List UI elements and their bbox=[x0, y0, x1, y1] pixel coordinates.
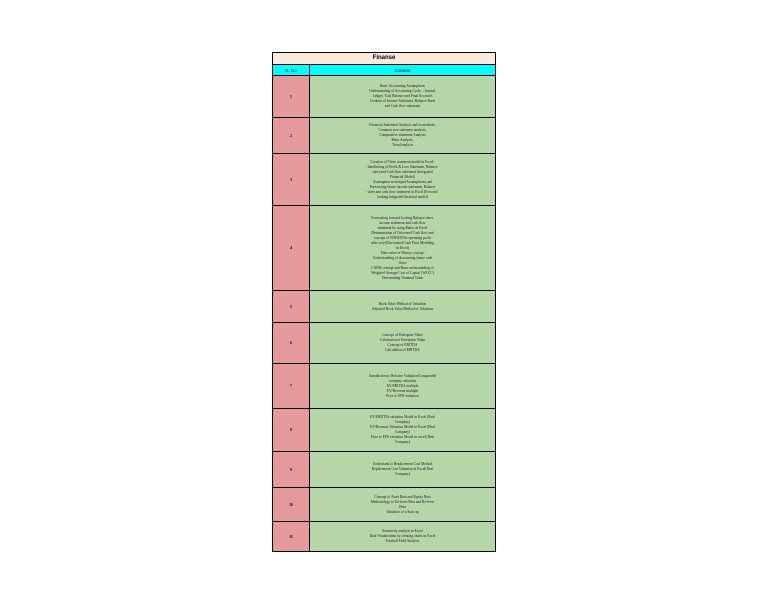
row-content bbox=[310, 364, 495, 408]
row-content bbox=[310, 323, 495, 363]
content-line: EV/EBITDA multiple bbox=[386, 383, 419, 388]
content-line: Forecasting forward looking Balance sheet, bbox=[371, 215, 434, 220]
row-content bbox=[310, 291, 495, 322]
row-number: 9 bbox=[273, 452, 310, 487]
content-line: income statement and cash flow bbox=[379, 220, 426, 225]
content-line: Company) bbox=[394, 472, 411, 476]
content-line: Concept of EBITDA bbox=[387, 343, 418, 347]
table-row bbox=[273, 323, 495, 364]
content-line: Calculation of Enterprise Value bbox=[379, 338, 426, 342]
content-line: Concept of Enterprise Value bbox=[382, 333, 423, 337]
content-line: Determination of Unlevered Cash flow and bbox=[371, 230, 434, 235]
content-line: Calculation of EBITDA bbox=[385, 348, 420, 352]
content-line: Book Value Method of Valuation bbox=[378, 301, 427, 306]
content-line: Price to EPS valuation Model in excel( Real bbox=[370, 435, 435, 439]
content-line: Understand to Replacement Cost Method bbox=[372, 462, 433, 466]
table-row bbox=[273, 206, 495, 291]
content-line: EV/EBITDA valuation Model in Excel (Real bbox=[370, 415, 435, 419]
content-line: Understanding of Accounting Cycle – Journal, bbox=[369, 89, 436, 93]
content-line: Sensitivity analysis in Excel bbox=[382, 529, 423, 533]
row-content bbox=[310, 452, 495, 487]
row-number: 10 bbox=[273, 488, 310, 521]
row-number: 2 bbox=[273, 118, 310, 153]
content-line: Assumption technique(Assumptions) and bbox=[372, 179, 433, 184]
row-content bbox=[310, 118, 495, 153]
content-line: Common size statement analysis, bbox=[378, 128, 427, 132]
content-line: Basic Accounting Assumptions bbox=[380, 84, 425, 88]
content-line: Forecasting future income statement, Balance bbox=[369, 184, 436, 189]
content-line: company valuation bbox=[388, 378, 417, 383]
content-line: sheet and Cash flow statement (Integrated bbox=[372, 169, 433, 174]
content-line: statement by using Ratios in Excel bbox=[377, 225, 428, 230]
row-content bbox=[310, 488, 495, 521]
row-number: 6 bbox=[273, 323, 310, 363]
finance-table bbox=[272, 52, 496, 552]
header-content: Content bbox=[394, 67, 411, 73]
content-line: Interlinking of Profit & Loss Statement, Balance bbox=[367, 164, 438, 169]
row-number: 8 bbox=[273, 409, 310, 451]
header-row bbox=[273, 65, 495, 76]
content-line: Beta bbox=[399, 504, 406, 509]
content-line: Company) bbox=[394, 420, 411, 424]
row-number: 7 bbox=[273, 364, 310, 408]
table-row bbox=[273, 522, 495, 551]
content-line: Creation of Three statement model in Excel- bbox=[370, 159, 435, 164]
content-line: Replacement Cost Valuation in Excel(Real bbox=[371, 467, 434, 471]
content-line: Valuation of a Start up bbox=[386, 509, 419, 514]
content-line: in Excel) bbox=[395, 245, 410, 250]
table-row bbox=[273, 488, 495, 522]
table-row bbox=[273, 364, 495, 409]
row-number: 11 bbox=[273, 522, 310, 551]
content-line: sheet and cash flow statement in Excel (Forward bbox=[367, 189, 438, 194]
row-content bbox=[310, 154, 495, 205]
row-content bbox=[310, 409, 495, 451]
content-line: Creation of Income Statement, Balance Sheet bbox=[369, 99, 436, 103]
table-row bbox=[273, 409, 495, 452]
content-line: after tax)-(Discounted Cash Flow Modeling bbox=[370, 240, 435, 245]
table-body bbox=[273, 76, 495, 551]
table-row bbox=[273, 154, 495, 206]
content-line: Ratio Analysis, bbox=[391, 138, 414, 142]
row-number: 5 bbox=[273, 291, 310, 322]
content-line: Company) bbox=[394, 440, 411, 444]
table-row bbox=[273, 118, 495, 154]
content-line: Introduction to Relative Valuation/Comparable bbox=[368, 373, 437, 378]
content-line: Data Visualization by creating charts in Excel bbox=[369, 534, 436, 538]
table-row bbox=[273, 452, 495, 488]
content-line: Adjusted Book Value Method of Valuation bbox=[371, 306, 434, 311]
content-line: and Cash flow statement bbox=[384, 104, 421, 108]
content-line: Ledger, Trial Balance and Final Accounts bbox=[372, 94, 433, 98]
content-line: Financial Statement Analysis and its methods: bbox=[369, 123, 436, 127]
content-line: Football Field Analysis bbox=[385, 539, 420, 543]
content-line: EV/Revenue Valuation Model in Excel (Real bbox=[370, 425, 435, 429]
content-line: Price to EPS valuation bbox=[386, 393, 419, 398]
content-line: Determining Terminal Value bbox=[382, 275, 423, 280]
row-content bbox=[310, 76, 495, 117]
content-line: concept of NOPAT(Net operating profit bbox=[374, 235, 431, 240]
content-line: Comparative statement Analysis bbox=[379, 133, 426, 137]
content-line: EV/Revenue multiple bbox=[386, 388, 419, 393]
row-number: 3 bbox=[273, 154, 310, 205]
content-line: Weighted Average Cost of Capital (WACC) bbox=[371, 270, 434, 275]
content-line: Company) bbox=[394, 430, 411, 434]
content-line: looking integrated financial model) bbox=[377, 194, 428, 199]
content-line: Time value of Money concept: bbox=[380, 250, 425, 255]
content-line: Concept of Asset Beta and Equity Beta bbox=[374, 494, 431, 499]
table-title: Finanse bbox=[273, 53, 495, 65]
content-line: CAPM concept and Basic understanding of bbox=[371, 265, 434, 270]
table-row bbox=[273, 76, 495, 118]
row-number: 1 bbox=[273, 76, 310, 117]
row-number: 4 bbox=[273, 206, 310, 290]
row-content bbox=[310, 206, 495, 290]
content-line: Methodology to Un-lever Beta and Re-lever bbox=[370, 499, 435, 504]
header-sno: S. No bbox=[273, 65, 310, 75]
row-content bbox=[310, 522, 495, 551]
content-line: Trend analysis bbox=[392, 143, 413, 147]
content-line: Understanding of discounting future cash bbox=[372, 255, 433, 260]
table-row bbox=[273, 291, 495, 323]
content-line: flows bbox=[398, 260, 407, 265]
content-line: Financial Model) bbox=[390, 174, 415, 179]
